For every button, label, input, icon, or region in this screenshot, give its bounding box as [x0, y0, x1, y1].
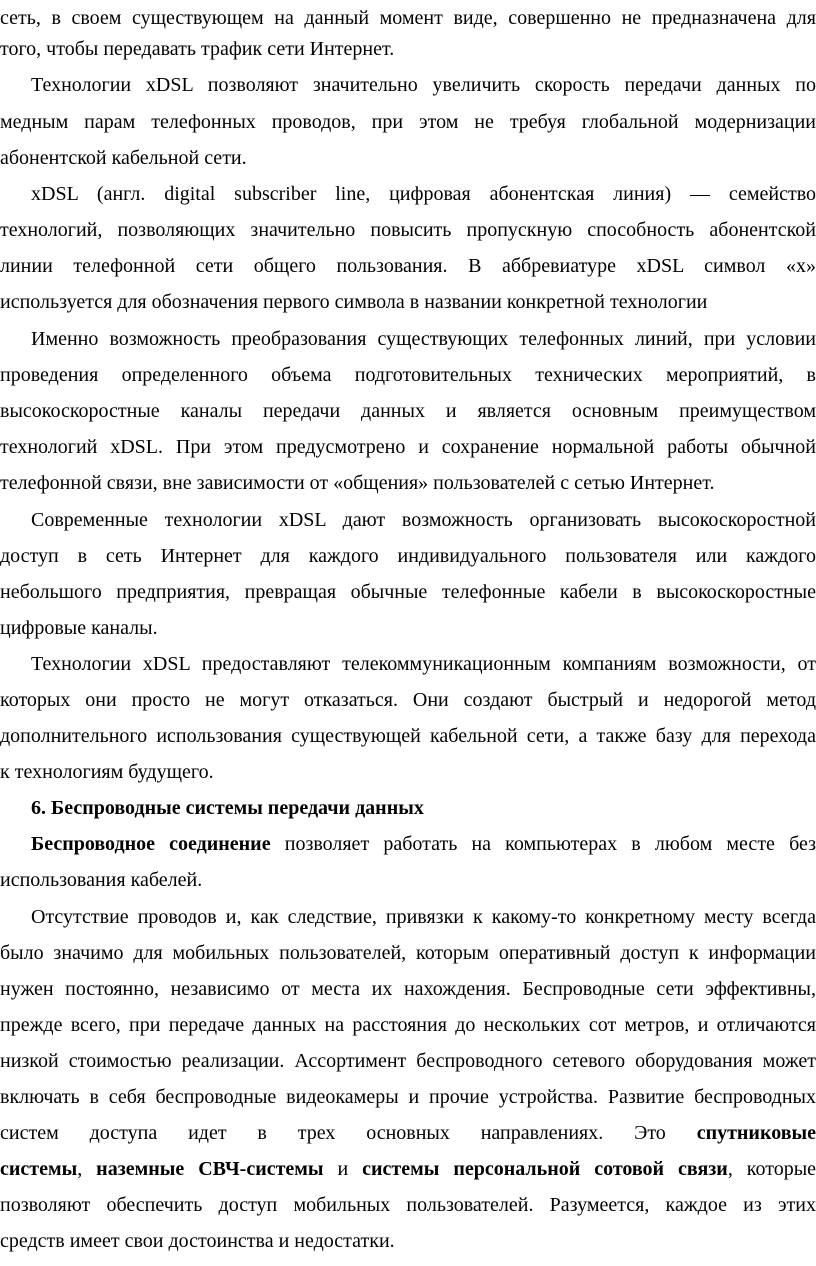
text-line: небольшого предприятия, превращая обычные телефонные кабели в высокоскоростные: [0, 581, 816, 603]
bold-term: системы персональной сотовой связи: [362, 1158, 728, 1180]
text-line: линии телефонной сети общего пользования. В аббревиатуре xDSL символ «x»: [0, 255, 816, 277]
text-line: дополнительного использования существующей кабельной сети, а также базу для перехода: [0, 725, 816, 747]
text-line: включать в себя беспроводные видеокамеры и прочие устройства. Развитие беспроводных: [0, 1086, 816, 1108]
text-line: [0, 1115, 816, 1152]
text-line: цифровые каналы.: [0, 617, 158, 639]
text-line: прежде всего, при передаче данных на расстояния до нескольких сот метров, и отличаются: [0, 1014, 816, 1036]
text-line: телефонной связи, вне зависимости от «общения» пользователей с сетью Интернет.: [0, 472, 715, 494]
text-line: средств имеет свои достоинства и недостатки.: [0, 1230, 395, 1252]
text-line: абонентской кабельной сети.: [0, 147, 247, 169]
text-line: того, чтобы передавать трафик сети Интернет.: [0, 38, 395, 60]
text-run: и: [337, 1158, 349, 1180]
text-line: [0, 1151, 816, 1188]
text-line: Современные технологии xDSL дают возможность организовать высокоскоростной: [31, 509, 816, 531]
bold-term: системы: [0, 1158, 78, 1180]
text-line: позволяют обеспечить доступ мобильных пользователей. Разумеется, каждое из этих: [0, 1194, 816, 1216]
text-line: [0, 826, 816, 863]
text-line: нужен постоянно, независимо от места их нахождения. Беспроводные сети эффективны,: [0, 978, 816, 1000]
bold-term: Беспроводное соединение: [31, 833, 271, 855]
text-run: позволяет работать на компьютерах в любом месте без: [284, 833, 816, 855]
text-line: Отсутствие проводов и, как следствие, привязки к какому-то конкретному месту всегда: [31, 906, 816, 928]
text-line: проведения определенного объема подготовительных технических мероприятий, в: [0, 364, 816, 386]
text-line: сеть, в своем существующем на данный момент виде, совершенно не предназначена для: [0, 7, 816, 29]
section-heading-text: 6. Беспроводные системы передачи данных: [31, 797, 424, 819]
text-line: к технологиям будущего.: [0, 761, 214, 783]
text-line: технологий, позволяющих значительно повысить пропускную способность абонентской: [0, 219, 816, 241]
section-heading: [0, 790, 816, 827]
text-line: высокоскоростные каналы передачи данных и является основным преимуществом: [0, 400, 816, 422]
text-line: низкой стоимостью реализации. Ассортимент беспроводного сетевого оборудования может: [0, 1050, 816, 1072]
text-line: которых они просто не могут отказаться. Они создают быстрый и недорогой метод: [0, 689, 816, 711]
text-line: Технологии xDSL позволяют значительно увеличить скорость передачи данных по: [31, 74, 816, 96]
text-line: Технологии xDSL предоставляют телекоммуникационным компаниям возможности, от: [31, 653, 816, 675]
text-line: используется для обозначения первого символа в названии конкретной технологии: [0, 291, 708, 313]
text-line: было значимо для мобильных пользователей, которым оперативный доступ к информации: [0, 942, 816, 964]
text-line: xDSL (англ. digital subscriber line, цифровая абонентская линия) — семейство: [31, 183, 816, 205]
text-line: использования кабелей.: [0, 869, 203, 891]
text-run: , которые: [727, 1158, 816, 1180]
text-line: технологий xDSL. При этом предусмотрено и сохранение нормальной работы обычной: [0, 436, 816, 458]
text-run: ,: [77, 1158, 83, 1180]
text-line: Именно возможность преобразования существующих телефонных линий, при условии: [31, 328, 816, 350]
bold-term: наземные СВЧ-системы: [96, 1158, 324, 1180]
bold-term: спутниковые: [696, 1122, 816, 1144]
text-line: медным парам телефонных проводов, при этом не требуя глобальной модернизации: [0, 111, 816, 133]
text-run: систем доступа идет в трех основных направлениях. Это: [0, 1122, 666, 1144]
text-line: доступ в сеть Интернет для каждого индивидуального пользователя или каждого: [0, 545, 816, 567]
